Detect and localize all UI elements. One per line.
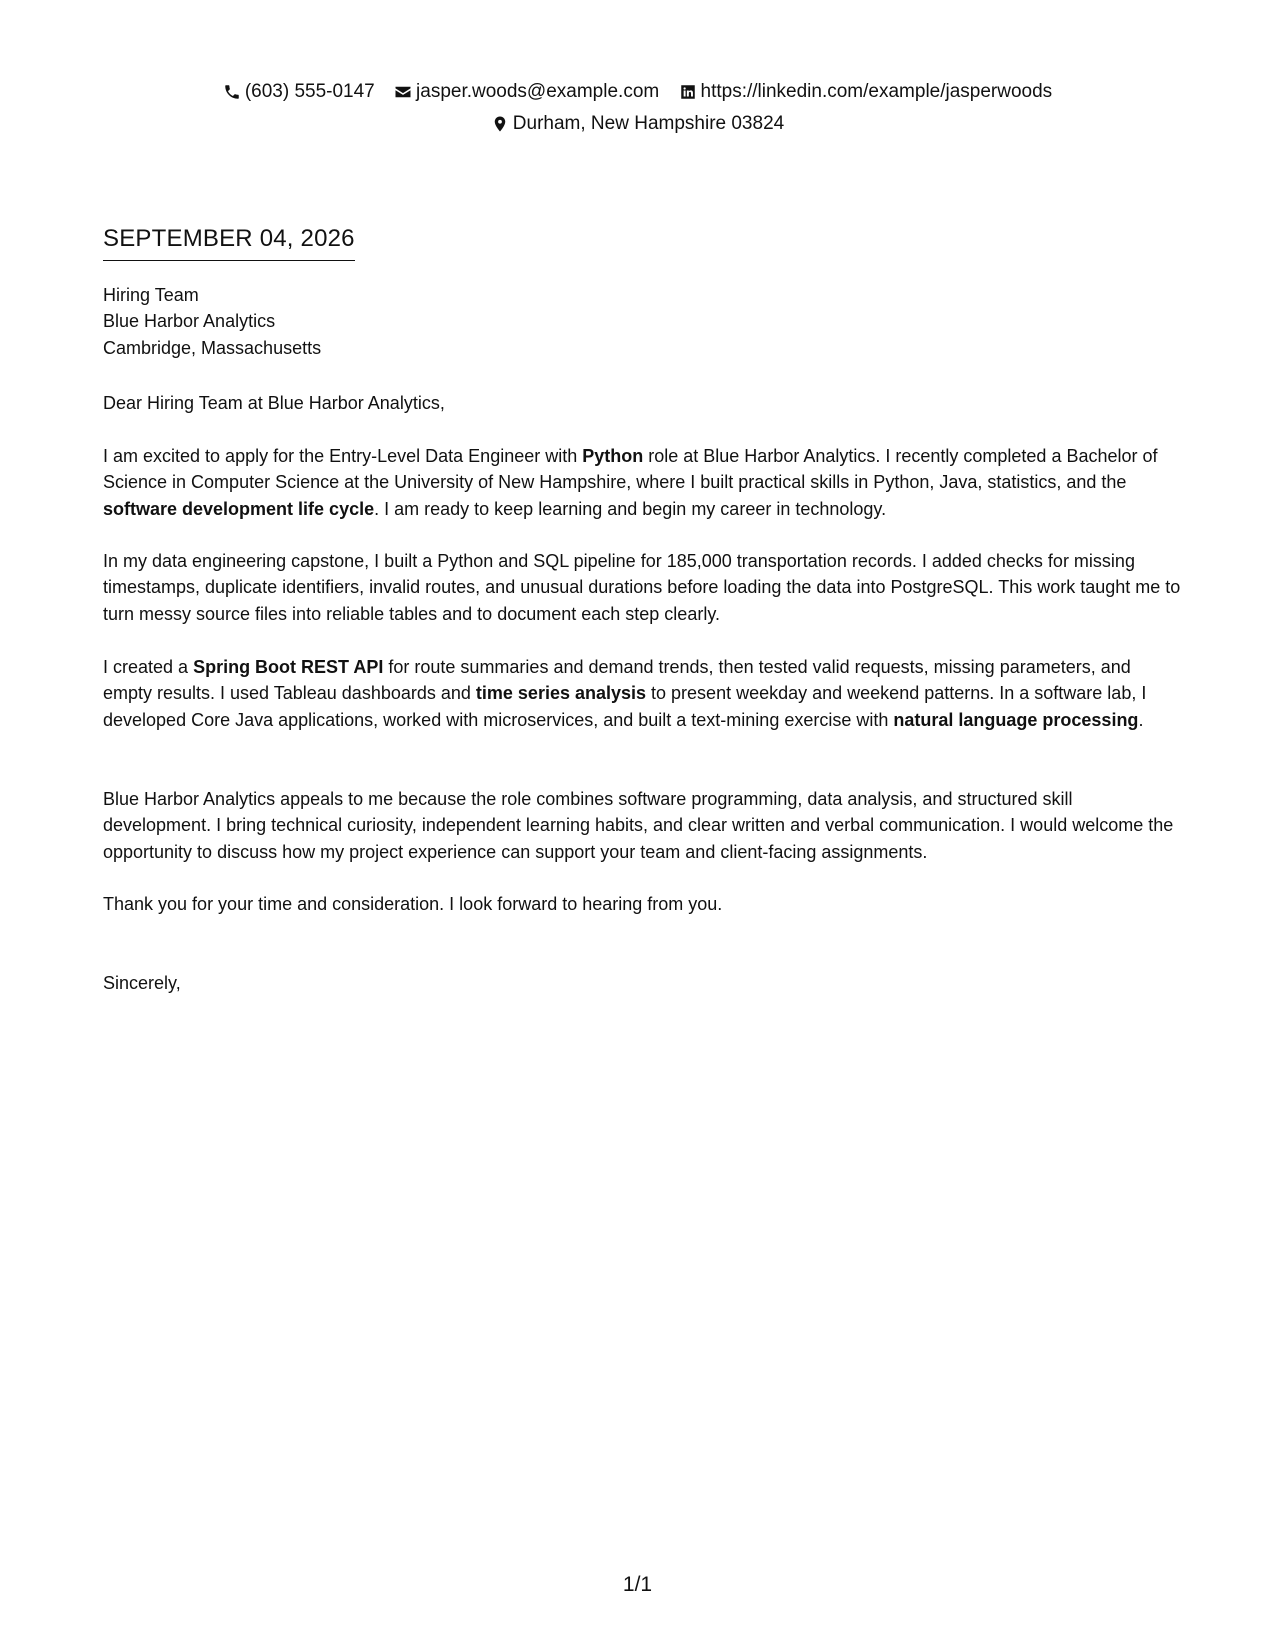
salutation: Dear Hiring Team at Blue Harbor Analytics, xyxy=(103,393,445,413)
paragraph-intro xyxy=(103,443,1183,522)
page-number: 1/1 xyxy=(622,1573,653,1596)
envelope-icon xyxy=(394,83,412,101)
paragraph-text: to present weekday and weekend patterns. In a software lab, I developed Core Java applications, worked with microservices, and built a text-mining exercise with xyxy=(103,683,1147,730)
bold-keyword: natural language processing xyxy=(893,709,1139,730)
bold-keyword: software development life cycle xyxy=(103,498,375,519)
location-text: Durham, New Hampshire 03824 xyxy=(512,113,785,134)
email-address[interactable]: jasper.woods@example.com xyxy=(416,81,660,102)
linkedin-url[interactable]: https://linkedin.com/example/jasperwoods xyxy=(700,81,1053,102)
paragraph-text: I am excited to apply for the Entry-Level Data Engineer with xyxy=(103,446,583,466)
paragraph-text: role at Blue Harbor Analytics. I recently completed a Bachelor of Science in Computer Science at the University of New Hampshire, where I built practical skills in Python, Java, statistics, and the xyxy=(103,446,1158,493)
closing: Sincerely, xyxy=(103,973,181,993)
phone-icon xyxy=(223,83,241,101)
paragraph-text: . xyxy=(1138,709,1144,730)
recipient-name: Hiring Team xyxy=(103,285,199,305)
recipient-company: Blue Harbor Analytics xyxy=(103,311,276,332)
paragraph-thanks: Thank you for your time and consideration. I look forward to hearing from you. xyxy=(103,894,723,914)
bold-keyword: Python xyxy=(582,446,644,466)
contact-location-row xyxy=(0,109,1275,143)
contact-phone xyxy=(223,77,375,107)
phone-number: (603) 555-0147 xyxy=(244,81,375,102)
bold-keyword: time series analysis xyxy=(475,683,647,704)
letter-date: SEPTEMBER 04, 2026 xyxy=(103,224,355,261)
paragraph-text: for route summaries and demand trends, then tested valid requests, missing parameters, and empty results. I used Tableau dashboards and xyxy=(103,657,1131,704)
bold-keyword: Spring Boot REST API xyxy=(193,657,384,677)
recipient-block xyxy=(103,282,1183,361)
paragraph-capstone: In my data engineering capstone, I built a Python and SQL pipeline for 185,000 transportation records. I added checks for missing timestamps, duplicate identifiers, invalid routes, and unusual durations before loading the data into PostgreSQL. This work taught me to turn messy source files into reliable tables and to document each step clearly. xyxy=(103,551,1181,624)
contact-location xyxy=(491,109,784,139)
paragraph-text: I created a xyxy=(103,657,194,677)
paragraph-projects xyxy=(103,654,1183,733)
paragraph-motivation: Blue Harbor Analytics appeals to me because the role combines software programming, data analysis, and structured skill development. I bring technical curiosity, independent learning habits, and clear written and verbal communication. I would welcome the opportunity to discuss how my project experience can support your team and client-facing assignments. xyxy=(103,789,1174,862)
recipient-location: Cambridge, Massachusetts xyxy=(103,337,322,358)
linkedin-icon xyxy=(679,83,697,101)
contact-email[interactable] xyxy=(394,77,659,107)
contact-info-row xyxy=(0,77,1275,111)
map-marker-icon xyxy=(491,115,509,133)
paragraph-text: . I am ready to keep learning and begin my career in technology. xyxy=(374,498,887,519)
contact-linkedin[interactable] xyxy=(679,77,1053,107)
